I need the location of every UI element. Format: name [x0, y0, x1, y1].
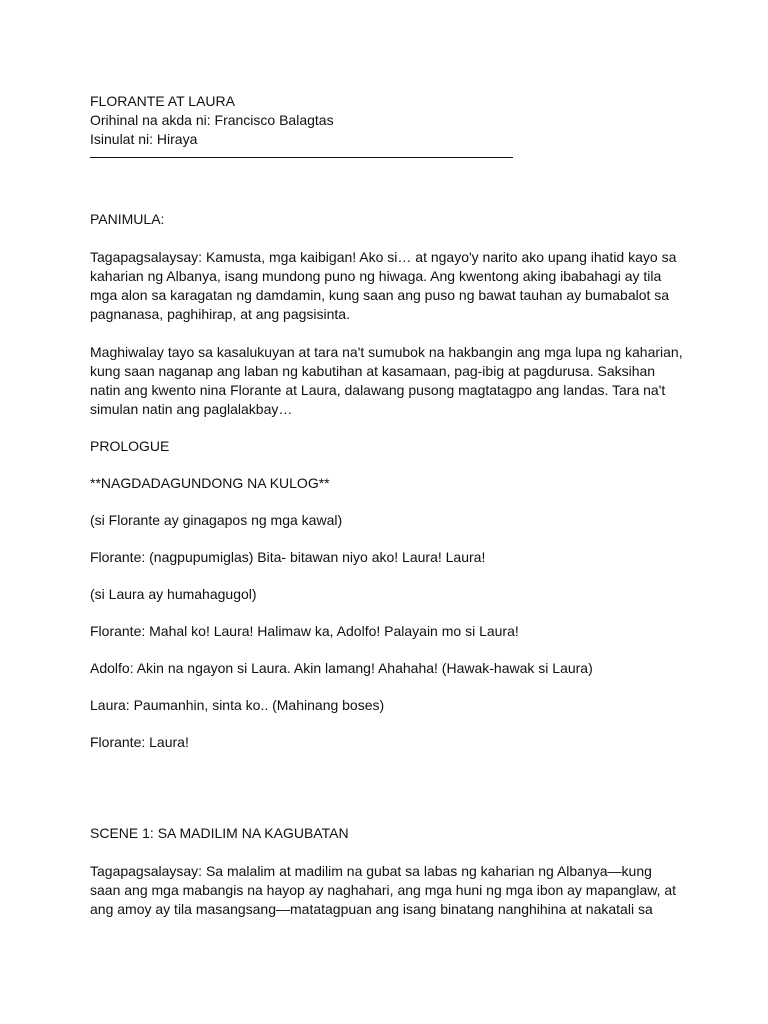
prologue-line: Adolfo: Akin na ngayon si Laura. Akin lamang! Ahahaha! (Hawak-hawak si Laura)	[90, 660, 593, 676]
author-line: Orihinal na akda ni: Francisco Balagtas	[90, 112, 334, 128]
paragraph-line: kung saan naganap ang laban ng kabutihan at kasamaan, pag-ibig at pagdurusa. Saksihan	[90, 363, 656, 379]
panimula-paragraph-1	[90, 248, 690, 324]
panimula-heading: PANIMULA:	[90, 211, 165, 227]
paragraph-line: mga alon sa karagatan ng damdamin, kung saan ang puso ng bawat tauhan ay bumabalot sa	[90, 287, 670, 303]
prologue-line: Laura: Paumanhin, sinta ko.. (Mahinang boses)	[90, 697, 385, 713]
paragraph-line: Tagapagsalaysay: Sa malalim at madilim na gubat sa labas ng kaharian ng Albanya—kung	[90, 863, 652, 879]
prologue-line: Florante: Mahal ko! Laura! Halimaw ka, Adolfo! Palayain mo si Laura!	[90, 623, 519, 639]
paragraph-line: Tagapagsalaysay: Kamusta, mga kaibigan! Ako si… at ngayo'y narito ako upang ihatid kayo sa	[90, 249, 677, 265]
prologue-line: **NAGDADAGUNDONG NA KULOG**	[90, 475, 330, 491]
prologue-line: Florante: (nagpupumiglas) Bita- bitawan niyo ako! Laura! Laura!	[90, 549, 486, 565]
scene1-paragraph-1	[90, 862, 690, 919]
document-title: FLORANTE AT LAURA	[90, 93, 235, 109]
paragraph-line: pagnanasa, paghihirap, at ang pagsisinta.	[90, 306, 350, 322]
panimula-paragraph-2	[90, 343, 690, 419]
paragraph-line: saan ang mga mabangis na hayop ay naghahari, ang mga huni ng mga ibon ay mapanglaw, at	[90, 882, 677, 898]
writer-line: Isinulat ni: Hiraya	[90, 131, 198, 147]
paragraph-line: Maghiwalay tayo sa kasalukuyan at tara na't sumubok na hakbangin ang mga lupa ng kaharian,	[90, 344, 683, 360]
paragraph-line: kaharian ng Albanya, isang mundong puno ng hiwaga. Ang kwentong aking ibabahagi ay tila	[90, 268, 662, 284]
paragraph-line: ang amoy ay tila masangsang—matatagpuan ang isang binatang nanghihina at nakatali sa	[90, 901, 653, 917]
paragraph-line: simulan natin ang paglalakbay…	[90, 401, 293, 417]
document-page	[90, 92, 690, 919]
prologue-line: Florante: Laura!	[90, 734, 189, 750]
paragraph-line: natin ang kwento nina Florante at Laura, dalawang pusong magtatagpo ang landas. Tara na't	[90, 382, 666, 398]
prologue-line: (si Laura ay humahagugol)	[90, 586, 257, 602]
scene1-heading: SCENE 1: SA MADILIM NA KAGUBATAN	[90, 825, 349, 841]
prologue-line: (si Florante ay ginagapos ng mga kawal)	[90, 512, 343, 528]
prologue-heading: PROLOGUE	[90, 438, 170, 454]
